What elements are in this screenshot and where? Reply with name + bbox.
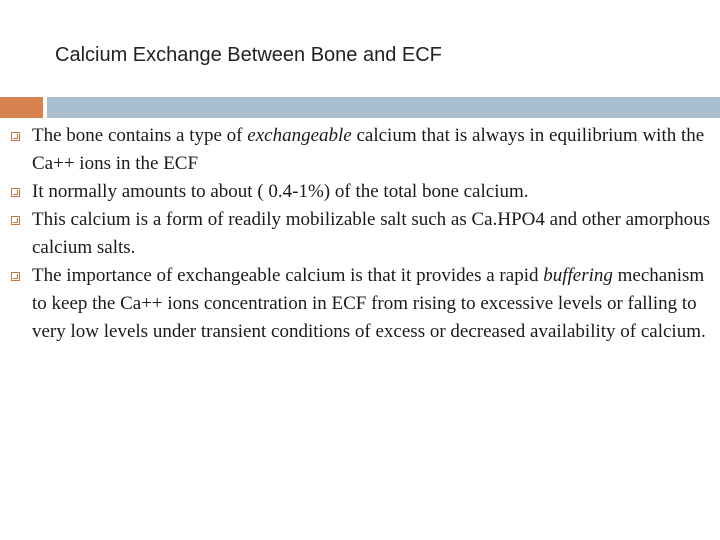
bullet-text-part: The importance of exchangeable calcium is that it provides a rapid [32,265,544,286]
bullet-item [0,262,720,346]
bullet-emphasis: buffering [543,265,613,286]
bullet-text: It normally amounts to about ( 0.4-1%) of the total bone calcium. [32,181,529,202]
bullet-text-part: mechanism to keep the Ca++ ions concentration in ECF from rising to excessive levels or falling to very low levels under transient conditions of excess or decreased availability of calcium. [32,265,706,342]
accent-bar-orange [0,97,43,118]
bullet-text [32,125,704,174]
bullet-text [32,265,706,342]
square-bullet-icon [11,216,20,225]
bullet-text: This calcium is a form of readily mobilizable salt such as Ca.HPO4 and other amorphous calcium salts. [32,209,711,258]
slide-title: Calcium Exchange Between Bone and ECF [55,44,442,66]
bullet-item [0,122,720,178]
bullet-text-part: calcium that is always in equilibrium with the Ca++ ions in the ECF [32,125,705,174]
bullet-text-part: The bone contains a type of [32,125,248,146]
accent-bar-blue [47,97,720,118]
bullet-emphasis: exchangeable [247,125,352,146]
square-bullet-icon [11,272,20,281]
bullet-item [0,206,720,262]
square-bullet-icon [11,188,20,197]
bullet-item [0,178,720,206]
bullet-list [0,122,720,346]
square-bullet-icon [11,132,20,141]
